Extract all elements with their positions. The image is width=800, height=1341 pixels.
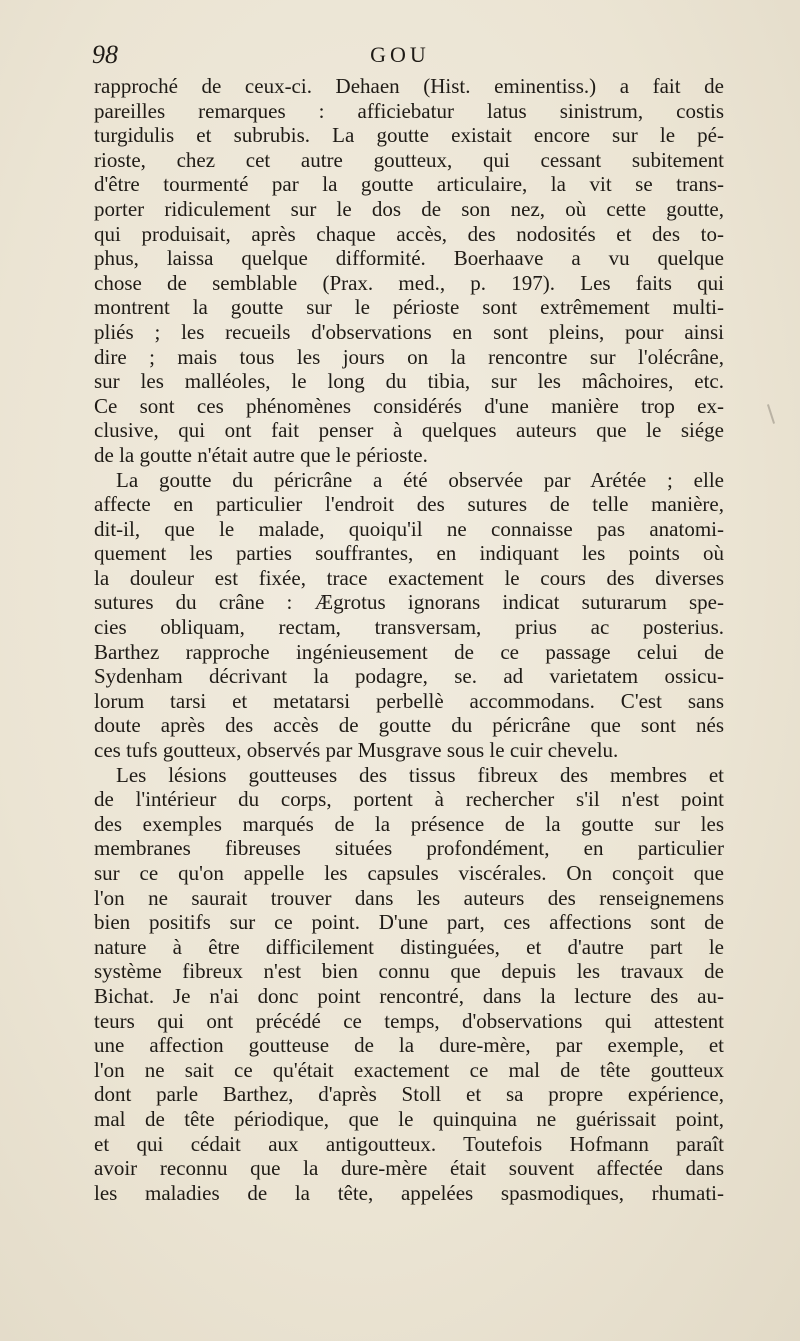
text-line: sutures du crâne : Ægrotus ignorans indicat suturarum spe- [94,590,724,615]
page-header [0,40,800,76]
text-line: des exemples marqués de la présence de la goutte sur les [94,811,724,836]
text-line: porter ridiculement sur le dos de son nez, où cette goutte, [94,196,724,221]
text-line: affecte en particulier l'endroit des sutures de telle manière, [94,492,724,517]
text-line: la douleur est fixée, trace exactement le cours des diverses [94,565,724,590]
text-line: l'on ne saurait trouver dans les auteurs des renseignemens [94,885,724,910]
text-line: rioste, chez cet autre goutteux, qui cessant subitement [94,147,724,172]
text-line: dire ; mais tous les jours on la rencontre sur l'olécrâne, [94,344,724,369]
text-line: cies obliquam, rectam, transversam, prius ac posterius. [94,615,724,640]
text-line: lorum tarsi et metatarsi perbellè accommodans. C'est sans [94,688,724,713]
paper-edge-mark [767,404,775,424]
text-line: Bichat. Je n'ai donc point rencontré, dans la lecture des au- [94,983,724,1008]
running-head: GOU [370,42,430,67]
text-line: quement les parties souffrantes, en indiquant les points où [94,541,724,566]
text-line: membranes fibreuses situées profondément, en particulier [94,836,724,861]
text-line: qui produisait, après chaque accès, des nodosités et des to- [94,221,724,246]
text-line: bien positifs sur ce point. D'une part, ces affections sont de [94,910,724,935]
text-line: doute après des accès de goutte du péricrâne que sont nés [94,713,724,738]
page-number: 98 [92,40,118,69]
body-text [94,74,724,1205]
text-line: les maladies de la tête, appelées spasmodiques, rhumati- [94,1180,724,1205]
text-line: ces tufs goutteux, observés par Musgrave sous le cuir chevelu. [94,738,619,763]
text-line: clusive, qui ont fait penser à quelques auteurs que le siége [94,418,724,443]
paragraph-start-line: La goutte du péricrâne a été observée par Arétée ; elle [116,467,724,492]
text-line: une affection goutteuse de la dure-mère, par exemple, et [94,1033,724,1058]
text-line: avoir reconnu que la dure-mère était souvent affectée dans [94,1156,724,1181]
text-line: montrent la goutte sur le périoste sont extrêmement multi- [94,295,724,320]
text-line: dont parle Barthez, d'après Stoll et sa propre expérience, [94,1082,724,1107]
text-line: et qui cédait aux antigoutteux. Toutefois Hofmann paraît [94,1131,724,1156]
text-line: Ce sont ces phénomènes considérés d'une manière trop ex- [94,393,724,418]
text-line: pliés ; les recueils d'observations en sont pleins, pour ainsi [94,319,724,344]
text-line: système fibreux n'est bien connu que depuis les travaux de [94,959,724,984]
text-line: dit-il, que le malade, quoiqu'il ne connaisse pas anatomi- [94,516,724,541]
text-line: sur ce qu'on appelle les capsules viscérales. On conçoit que [94,861,724,885]
paragraph-start-line: Les lésions goutteuses des tissus fibreux des membres et [116,762,724,787]
text-line: chose de semblable (Prax. med., p. 197). Les faits qui [94,270,724,295]
text-line: nature à être difficilement distinguées, et d'autre part le [94,934,724,959]
text-line: mal de tête périodique, que le quinquina ne guérissait point, [94,1106,724,1131]
text-line: de la goutte n'était autre que le périoste. [94,442,428,467]
text-line: phus, laissa quelque difformité. Boerhaave a vu quelque [94,246,724,271]
text-line: pareilles remarques : afficiebatur latus sinistrum, costis [94,98,724,123]
text-line: Barthez rapproche ingénieusement de ce passage celui de [94,639,724,664]
text-line: Sydenham décrivant la podagre, se. ad varietatem ossicu- [94,664,724,689]
text-line: l'on ne sait ce qu'était exactement ce mal de tête goutteux [94,1057,724,1082]
text-line: de l'intérieur du corps, portent à rechercher s'il n'est point [94,787,724,812]
text-line: rapproché de ceux-ci. Dehaen (Hist. eminentiss.) a fait de [94,74,724,98]
text-line: d'être tourmenté par la goutte articulaire, la vit se trans- [94,172,724,197]
text-line: turgidulis et subrubis. La goutte existait encore sur le pé- [94,123,724,148]
text-line: teurs qui ont précédé ce temps, d'observations qui attestent [94,1008,724,1033]
text-line: sur les malléoles, le long du tibia, sur les mâchoires, etc. [94,369,724,394]
